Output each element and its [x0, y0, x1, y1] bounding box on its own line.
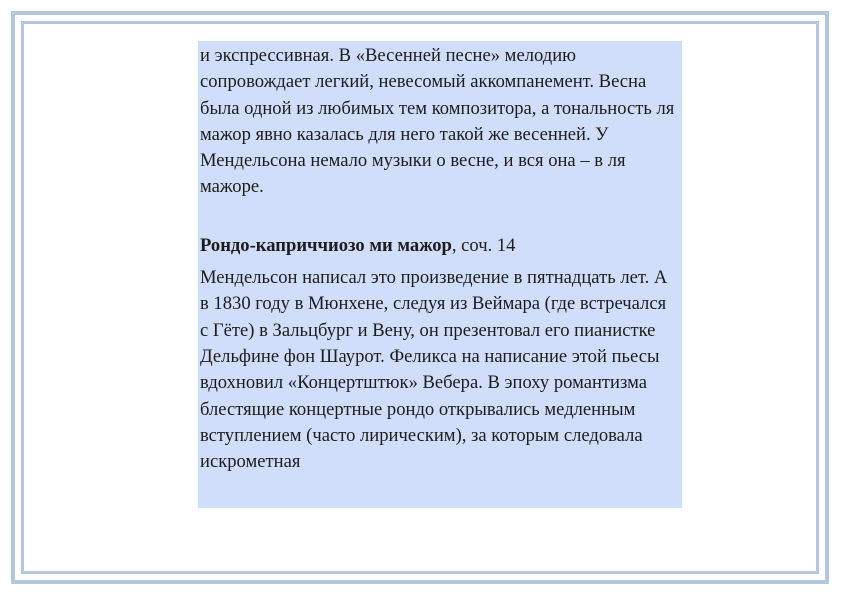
paragraph-spacer — [200, 201, 676, 233]
paragraph-rondo: Мендельсон написал это произведение в пятнадцать лет. А в 1830 году в Мюнхене, следуя из Веймара (где встречался с Гёте) в Зальцбург и Вену, он презентовал его пианистке Дельфине фон Шаурот. Феликса на написание этой пьесы вдохновил «Концертштюк» Вебера. В эпоху романтизма блестящие концертные рондо открывались медленным вступлением (часто лирическим), за которым следовала искрометная — [200, 267, 668, 473]
rondo-heading-opus: , соч. 14 — [451, 234, 516, 256]
paragraph-spring-song: и экспрессивная. В «Весенней песне» мелодию сопровождает легкий, невесомый аккомпанемент. Весна была одной из любимых тем композитора, а тональность ля мажор явно казалась для него такой же весенней. У Мендельсона немало музыки о весне, и вся она – в ля мажоре. — [200, 45, 675, 198]
text-box — [198, 41, 682, 508]
rondo-heading-title: Рондо-каприччиозо ми мажор — [200, 234, 452, 256]
rondo-heading — [200, 233, 676, 259]
